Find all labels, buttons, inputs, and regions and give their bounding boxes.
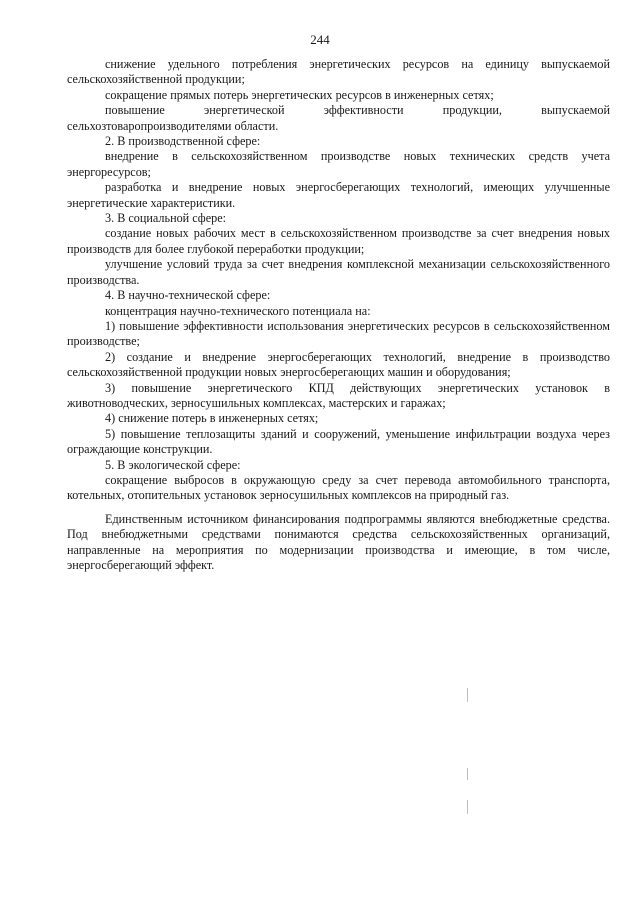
section-heading: 4. В научно-технической сфере: [105, 288, 271, 303]
list-item: 2) создание и внедрение энергосберегающих технологий, внедрение в производство сельскохозяйственной продукции новых энергосберегающих машин и оборудования; [67, 349, 610, 380]
scan-artifact [467, 688, 468, 702]
section-heading: 3. В социальной сфере: [105, 211, 227, 226]
paragraph: создание новых рабочих мест в сельскохозяйственном производстве за счет внедрения новых производств для более глубокой переработки продукции; [67, 226, 610, 256]
list-item: 1) повышение эффективности использования энергетических ресурсов в сельскохозяйственном производстве; [67, 318, 610, 349]
paragraph: сокращение выбросов в окружающую среду за счет перевода автомобильного транспорта, котельных, отопительных установок зерносушильных комплексов на природный газ. [67, 472, 610, 503]
paragraph: Единственным источником финансирования подпрограммы являются внебюджетные средства. Под внебюджетными средствами понимаются средства сельскохозяйственных организаций, направленные на мероприятия по модернизации производства и имеющие, в том числе, энергосберегающий эффект. [67, 511, 610, 572]
paragraph: сокращение прямых потерь энергетических ресурсов в инженерных сетях; [105, 87, 494, 102]
page-number: 244 [310, 32, 330, 47]
paragraph: снижение удельного потребления энергетических ресурсов на единицу выпускаемой сельскохозяйственной продукции; [67, 57, 610, 87]
paragraph: повышение энергетической эффективности продукции, выпускаемой сельхозтоваропроизводителями области. [67, 103, 610, 133]
paragraph: улучшение условий труда за счет внедрения комплексной механизации сельскохозяйственного производства. [67, 257, 610, 287]
section-heading: 5. В экологической сфере: [105, 457, 241, 472]
list-item: 4) снижение потерь в инженерных сетях; [105, 411, 319, 426]
paragraph: внедрение в сельскохозяйственном производстве новых технических средств учета энергоресурсов; [67, 149, 610, 179]
section-heading: 2. В производственной сфере: [105, 134, 261, 149]
list-item: 5) повышение теплозащиты зданий и сооружений, уменьшение инфильтрации воздуха через ограждающие конструкции. [67, 426, 610, 457]
scan-artifact [467, 768, 468, 780]
document-body [67, 57, 610, 573]
paragraph: концентрация научно-технического потенциала на: [105, 303, 371, 318]
list-item: 3) повышение энергетического КПД действующих энергетических установок в животноводческих, зерносушильных комплексах, мастерских и гаражах; [67, 380, 610, 410]
paragraph: разработка и внедрение новых энергосберегающих технологий, имеющих улучшенные энергетические характеристики. [67, 180, 610, 210]
scan-artifact [467, 800, 468, 814]
